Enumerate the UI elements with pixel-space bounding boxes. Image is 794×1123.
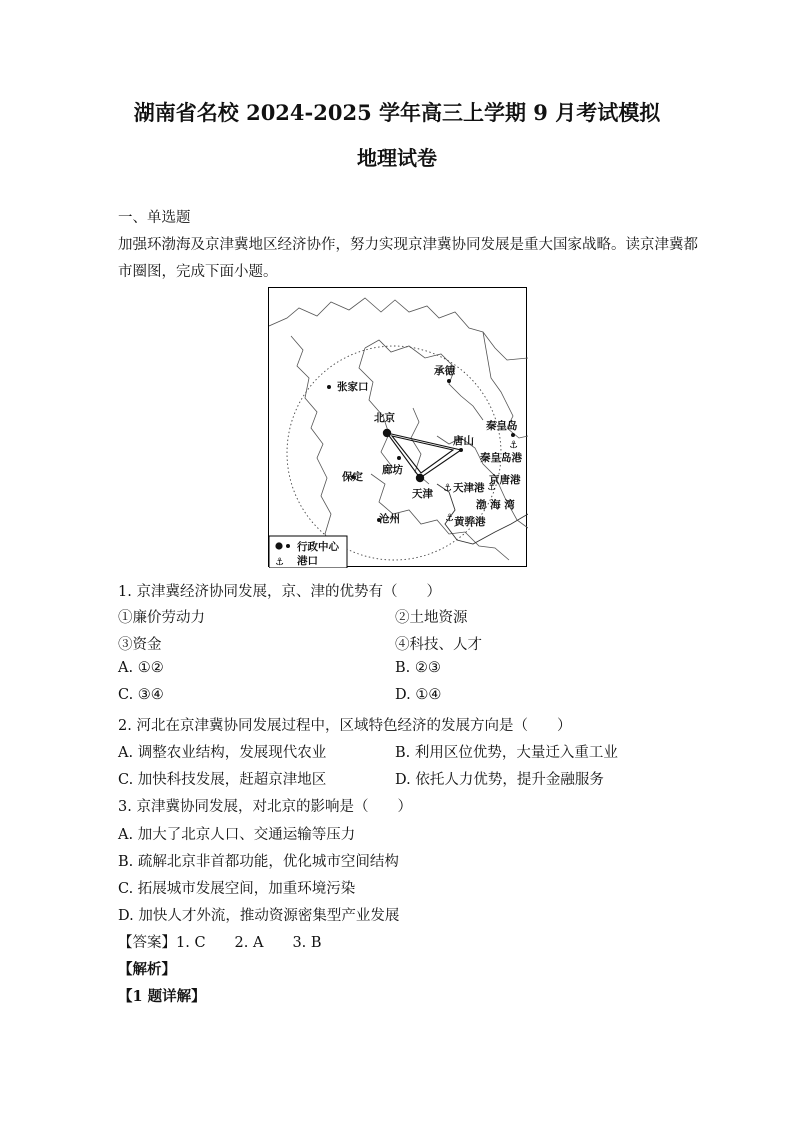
section-heading: 一、单选题 (118, 210, 191, 226)
q3-stem: 3. 京津冀协同发展，对北京的影响是（ ） (118, 799, 412, 815)
label-tangshan: 唐山 (453, 435, 474, 447)
q1-option-c[interactable]: C. ③④ (118, 687, 164, 703)
q3-option-b[interactable]: B. 疏解北京非首都功能，优化城市空间结构 (118, 854, 399, 870)
label-qinhuangdao-port: 秦皇岛港 (480, 452, 522, 464)
label-langfang: 廊坊 (382, 464, 403, 476)
label-jingtang-port: 京唐港 (489, 474, 521, 486)
legend-admin-small-dot (286, 544, 290, 548)
q2-stem: 2. 河北在京津冀协同发展过程中，区域特色经济的发展方向是（ ） (118, 718, 572, 734)
page-subtitle: 地理试卷 (357, 146, 437, 170)
q3-option-d[interactable]: D. 加快人才外流，推动资源密集型产业发展 (118, 908, 400, 924)
q1-item-3: ③资金 (118, 637, 162, 653)
label-sea: 渤 海 湾 (476, 499, 515, 511)
label-tianjin: 天津 (412, 488, 433, 500)
q2-option-d[interactable]: D. 依托人力优势，提升金融服务 (395, 772, 604, 788)
jingtang-port-anchor-icon: ⚓ (487, 482, 496, 493)
q1-item-4: ④科技、人才 (395, 637, 482, 653)
legend-admin-label: 行政中心 (297, 541, 339, 553)
analysis-heading: 【解析】 (118, 961, 176, 978)
label-cangzhou: 沧州 (379, 513, 400, 525)
page-title: 湖南省名校 2024-2025 学年高三上学期 9 月考试模拟 (133, 100, 661, 125)
label-tianjin-port: 天津港 (453, 482, 485, 494)
zhangjiakou-dot (327, 385, 331, 389)
label-huanghua-port: 黄骅港 (454, 516, 486, 528)
beijing-dot (383, 429, 391, 437)
tangshan-dot (459, 448, 463, 452)
legend-anchor-icon: ⚓ (275, 557, 284, 568)
label-qinhuangdao: 秦皇岛 (486, 420, 518, 432)
q1-item-2: ②土地资源 (395, 610, 468, 626)
label-baoding: 保定 (342, 471, 363, 483)
q2-option-c[interactable]: C. 加快科技发展，赶超京津地区 (118, 772, 327, 788)
q2-option-b[interactable]: B. 利用区位优势，大量迁入重工业 (395, 745, 618, 761)
label-chengde: 承德 (434, 365, 455, 377)
qinhuangdao-port-anchor-icon: ⚓ (509, 440, 518, 451)
answer-line: 【答案】1. C 2. A 3. B (118, 935, 322, 951)
q1-option-b[interactable]: B. ②③ (395, 660, 441, 676)
map-figure (269, 288, 528, 568)
q3-option-c[interactable]: C. 拓展城市发展空间，加重环境污染 (118, 881, 356, 897)
langfang-dot (397, 456, 401, 460)
q3-option-a[interactable]: A. 加大了北京人口、交通运输等压力 (118, 827, 356, 843)
tianjin-port-anchor-icon: ⚓ (443, 483, 452, 494)
legend-port-label: 港口 (297, 555, 318, 567)
intro-line-1: 加强环渤海及京津冀地区经济协作，努力实现京津冀协同发展是重大国家战略。读京津冀都 (118, 237, 698, 253)
huanghua-port-anchor-icon: ⚓ (445, 513, 454, 524)
label-zhangjiakou: 张家口 (337, 381, 369, 393)
qinhuangdao-dot (511, 433, 515, 437)
q1-option-d[interactable]: D. ①④ (395, 687, 442, 703)
label-beijing: 北京 (374, 412, 395, 424)
legend-admin-big-dot (275, 542, 282, 549)
chengde-dot (447, 379, 451, 383)
q1-item-1: ①廉价劳动力 (118, 610, 205, 626)
detail-heading: 【1 题详解】 (118, 988, 206, 1005)
q1-option-a[interactable]: A. ①② (118, 660, 164, 676)
q1-stem: 1. 京津冀经济协同发展，京、津的优势有（ ） (118, 584, 441, 600)
jingjinji-map (268, 287, 527, 567)
tianjin-dot (416, 474, 424, 482)
q2-option-a[interactable]: A. 调整农业结构，发展现代农业 (118, 745, 327, 761)
intro-line-2: 市圈图，完成下面小题。 (118, 264, 278, 280)
